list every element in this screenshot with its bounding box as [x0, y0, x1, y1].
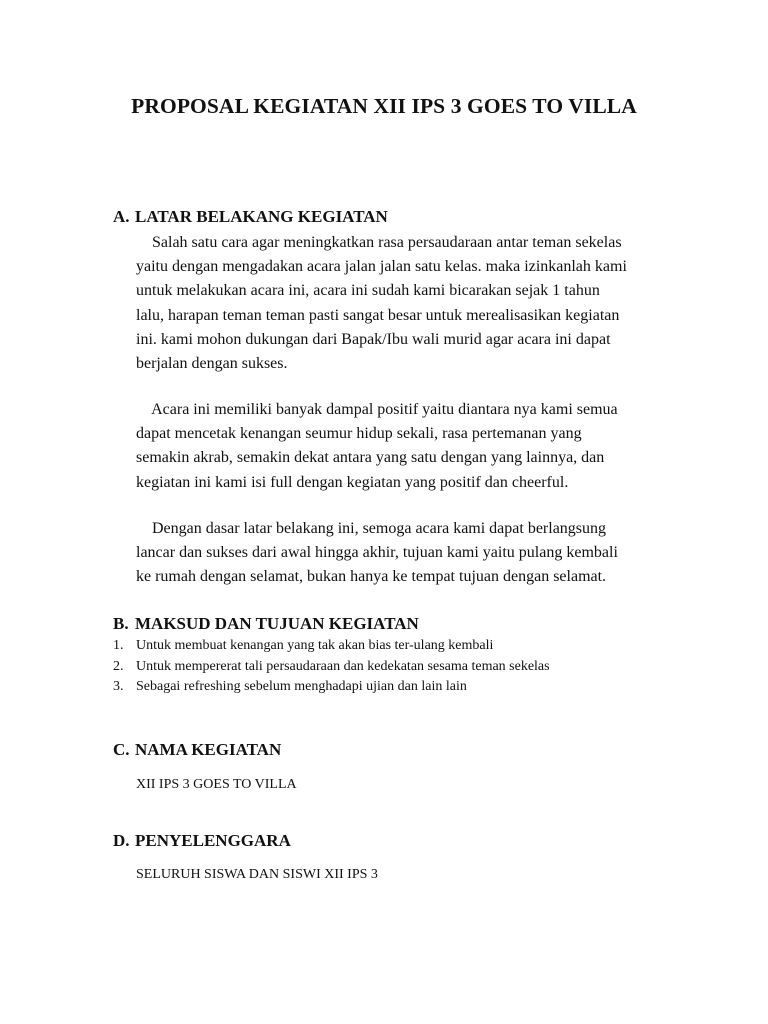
paragraph-line: Acara ini memiliki banyak dampal positif yaitu diantara nya kami semua	[136, 401, 618, 418]
organizer-value: SELURUH SISWA DAN SISWI XII IPS 3	[136, 867, 378, 882]
section-a-paragraph-1	[136, 231, 696, 376]
section-a-heading	[113, 207, 388, 227]
list-item-number: 2.	[113, 658, 124, 674]
paragraph-line: Dengan dasar latar belakang ini, semoga acara kami dapat berlangsung	[136, 520, 607, 537]
paragraph-line: lalu, harapan teman teman pasti sangat besar untuk merealisasikan kegiatan	[136, 306, 620, 324]
paragraph-line: ini. kami mohon dukungan dari Bapak/Ibu wali murid agar acara ini dapat	[136, 330, 611, 348]
section-c-title: NAMA KEGIATAN	[135, 740, 282, 759]
paragraph-line: kegiatan ini kami isi full dengan kegiatan yang positif dan cheerful.	[136, 473, 569, 491]
section-d-heading	[113, 831, 291, 851]
section-d-title: PENYELENGGARA	[135, 831, 291, 850]
section-a-paragraph-2	[136, 398, 696, 495]
section-b-letter: B.	[113, 614, 129, 633]
section-c-letter: C.	[113, 740, 130, 759]
paragraph-line: semakin akrab, semakin dekat antara yang satu dengan yang lainnya, dan	[136, 449, 605, 467]
list-item	[113, 677, 550, 698]
section-a-letter: A.	[113, 207, 130, 226]
paragraph-line: Salah satu cara agar meningkatkan rasa persaudaraan antar teman sekelas	[136, 234, 622, 251]
section-a-paragraph-3	[136, 517, 696, 590]
paragraph-line: berjalan dengan sukses.	[136, 355, 288, 373]
document-title: PROPOSAL KEGIATAN XII IPS 3 GOES TO VILLA	[131, 94, 637, 118]
paragraph-line: yaitu dengan mengadakan acara jalan jalan satu kelas. maka izinkanlah kami	[136, 258, 627, 276]
paragraph-line: ke rumah dengan selamat, bukan hanya ke tempat tujuan dengan selamat.	[136, 568, 607, 586]
list-item-text: Untuk membuat kenangan yang tak akan bias ter-ulang kembali	[136, 638, 494, 653]
list-item-number: 3.	[113, 679, 124, 694]
section-c-heading	[113, 740, 281, 760]
section-a-title: LATAR BELAKANG KEGIATAN	[135, 207, 388, 226]
paragraph-line: lancar dan sukses dari awal hingga akhir, tujuan kami yaitu pulang kembali	[136, 544, 618, 562]
paragraph-line: dapat mencetak kenangan seumur hidup sekali, rasa pertemanan yang	[136, 425, 582, 443]
activity-name-value: XII IPS 3 GOES TO VILLA	[136, 777, 297, 792]
section-b-heading	[113, 614, 419, 634]
list-item	[113, 657, 550, 678]
section-b-list	[113, 636, 550, 698]
paragraph-line: untuk melakukan acara ini, acara ini sudah kami bicarakan sejak 1 tahun	[136, 282, 600, 300]
list-item-text: Untuk mempererat tali persaudaraan dan kedekatan sesama teman sekelas	[136, 658, 550, 674]
list-item-text: Sebagai refreshing sebelum menghadapi ujian dan lain lain	[136, 679, 467, 694]
list-item-number: 1.	[113, 638, 124, 653]
section-d-letter: D.	[113, 831, 130, 850]
list-item	[113, 636, 550, 657]
section-b-title: MAKSUD DAN TUJUAN KEGIATAN	[135, 614, 419, 633]
